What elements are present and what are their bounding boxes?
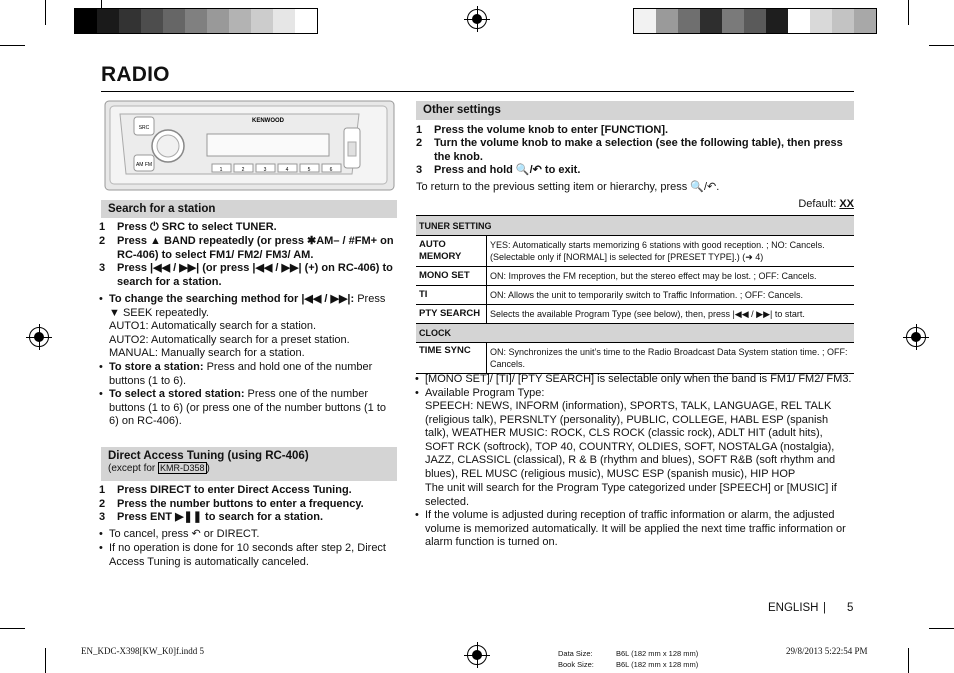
table-header: TUNER SETTING [416,216,854,236]
preset-label: 4 [285,167,289,173]
direct-step-1: 1 Press DIRECT to enter Direct Access Tuning. [99,484,352,496]
device-illustration [104,100,396,192]
crop-mark [0,45,25,46]
registration-mark-icon [906,327,926,347]
color-swatch [229,9,251,33]
color-swatch [766,9,788,33]
registration-mark-icon [467,645,487,665]
direct-step-3: 3 Press ENT ▶❚❚ to search for a station. [99,511,324,523]
crop-mark [908,0,909,25]
color-swatch [810,9,832,33]
color-swatch [678,9,700,33]
direct-bullet-timeout: • If no operation is done for 10 seconds after step 2, Direct Access Tuning is automatically canceled. [109,542,394,569]
search-step-1: 1 Press ⏻ SRC to select TUNER. [99,221,277,233]
crop-mark [45,648,46,673]
table-row: MONO SET ON: Improves the FM reception, but the stereo effect may be lost. ; OFF: Cancels. [416,267,854,286]
color-swatch [185,9,207,33]
color-swatch [634,9,656,33]
footer-data-size-label: Data Size: [558,649,593,658]
crop-mark [45,0,46,25]
other-return-text: To return to the previous setting item or hierarchy, press 🔍/↶. [416,181,720,193]
preset-label: 5 [307,167,311,173]
page-title: RADIO [101,63,170,86]
footer-book-size: B6L (182 mm x 128 mm) [616,660,699,669]
note-pty-title: • Available Program Type: [425,387,853,401]
table-row: TI ON: Allows the unit to temporarily switch to Traffic Information. ; OFF: Cancels. [416,286,854,305]
other-step-2: 2 Turn the volume knob to make a selection (see the following table), then press the knob. [416,137,843,163]
crop-mark [929,45,954,46]
color-swatch [119,9,141,33]
color-swatch [295,9,317,33]
footer-separator: | [823,602,826,614]
color-swatch [788,9,810,33]
note-volume: • If the volume is adjusted during reception of traffic information or alarm, the adjusted volume is memorized automatically. It will be applied the next time traffic information or alarm function is turned on. [425,509,853,550]
color-swatch [207,9,229,33]
direct-step-2: 2 Press the number buttons to enter a frequency. [99,498,364,510]
default-legend: Default: XX [798,198,854,210]
color-swatch [163,9,185,33]
color-bar-left [74,8,318,34]
color-swatch [744,9,766,33]
note-selectable: • [MONO SET]/ [TI]/ [PTY SEARCH] is selectable only when the band is FM1/ FM2/ FM3. [425,373,853,387]
search-step-3: 3 Press |◀◀ / ▶▶| (or press |◀◀ / ▶▶| (+) on RC-406) to search for a station. [99,262,393,288]
search-heading: Search for a station [101,200,397,218]
footer-data-size: B6L (182 mm x 128 mm) [616,649,699,658]
color-swatch [700,9,722,33]
direct-bullet-cancel: • To cancel, press ↶ or DIRECT. [109,528,394,542]
footer-filename: EN_KDC-X398[KW_K0]f.indd 5 [81,646,204,656]
search-bullet-method: • To change the searching method for |◀◀ / ▶▶|: Press ▼ SEEK repeatedly. [109,293,394,320]
page-number: 5 [847,602,854,614]
search-step-2: 2 Press ▲ BAND repeatedly (or press ✱AM– / #FM+ on RC-406) to select FM1/ FM2/ FM3/ AM. [99,235,394,261]
table-clock-header: CLOCK [416,324,854,343]
search-auto1: AUTO1: Automatically search for a station. [109,320,317,332]
table-row: AUTO MEMORY YES: Automatically starts memorizing 6 stations with good reception. ; NO: Cancels. (Selectable only if [NORMAL] is selected for [PRESET TYPE].) (➜ 4) [416,236,854,267]
preset-label: 2 [241,167,245,173]
color-swatch [75,9,97,33]
footer-datetime: 29/8/2013 5:22:54 PM [786,646,868,656]
search-auto2: AUTO2: Automatically search for a preset station. [109,334,350,346]
color-swatch [722,9,744,33]
color-swatch [97,9,119,33]
color-swatch [251,9,273,33]
color-swatch [273,9,295,33]
search-manual: MANUAL: Manually search for a station. [109,347,305,359]
crop-mark [0,628,25,629]
other-step-1: 1 Press the volume knob to enter [FUNCTION]. [416,124,669,136]
other-step-3: 3 Press and hold 🔍/↶ to exit. [416,164,581,176]
title-rule [101,91,854,92]
color-swatch [656,9,678,33]
registration-mark-icon [467,9,487,29]
direct-subheading: (except for KMR-D358 ) [108,463,210,474]
model-badge: KMR-D358 [160,463,205,473]
preset-label: 1 [219,167,223,173]
footer-book-size-label: Book Size: [558,660,594,669]
settings-table [416,215,854,374]
pty-list: SPEECH: NEWS, INFORM (information), SPORTS, TALK, LANGUAGE, REL TALK (religious talk), PERSNLTY (personality), PUBLIC, COLLEGE, HABL ESP (spanish talk), WEATHER MUSIC: ROCK, CLS ROCK (classic rock), ADLT HIT (adult hits), SOFT RCK (softrock), TOP 40, COUNTRY, OLDIES, SOFT, NOSTALGA (nostalgia), JAZZ, CLASSICL (classical), R & B (rhythm and blues), SOFT R&B (soft rhythm and blues), REL MUSC (religious music), MUSC ESP (spanish music), HIP HOP [425,400,836,480]
preset-label: 6 [329,167,333,173]
search-bullet-select: • To select a stored station: Press one of the number buttons (1 to 6) (or press one of the number buttons (1 to 6) on RC-406). [109,388,394,429]
device-src-label: SRC [138,125,150,131]
crop-mark [929,628,954,629]
device-brand: KENWOOD [252,118,284,124]
table-row: PTY SEARCH Selects the available Program Type (see below), then, press |◀◀ / ▶▶| to start. [416,305,854,324]
footer-language: ENGLISH [768,602,819,614]
color-swatch [854,9,876,33]
color-swatch [832,9,854,33]
crop-mark [908,648,909,673]
device-band-label: AM FM [135,162,153,168]
registration-mark-icon [29,327,49,347]
direct-heading-box [101,447,397,481]
preset-label: 3 [263,167,267,173]
table-row: TIME SYNC ON: Synchronizes the unit’s time to the Radio Broadcast Data System station time. ; OFF: Cancels. [416,343,854,374]
other-heading: Other settings [416,101,854,120]
pty-search-note: The unit will search for the Program Type categorized under [SPEECH] or [MUSIC] if selected. [425,482,837,508]
color-swatch [141,9,163,33]
search-bullet-store: • To store a station: Press and hold one of the number buttons (1 to 6). [109,361,394,388]
direct-heading: Direct Access Tuning (using RC-406) [108,450,309,462]
color-bar-right [633,8,877,34]
